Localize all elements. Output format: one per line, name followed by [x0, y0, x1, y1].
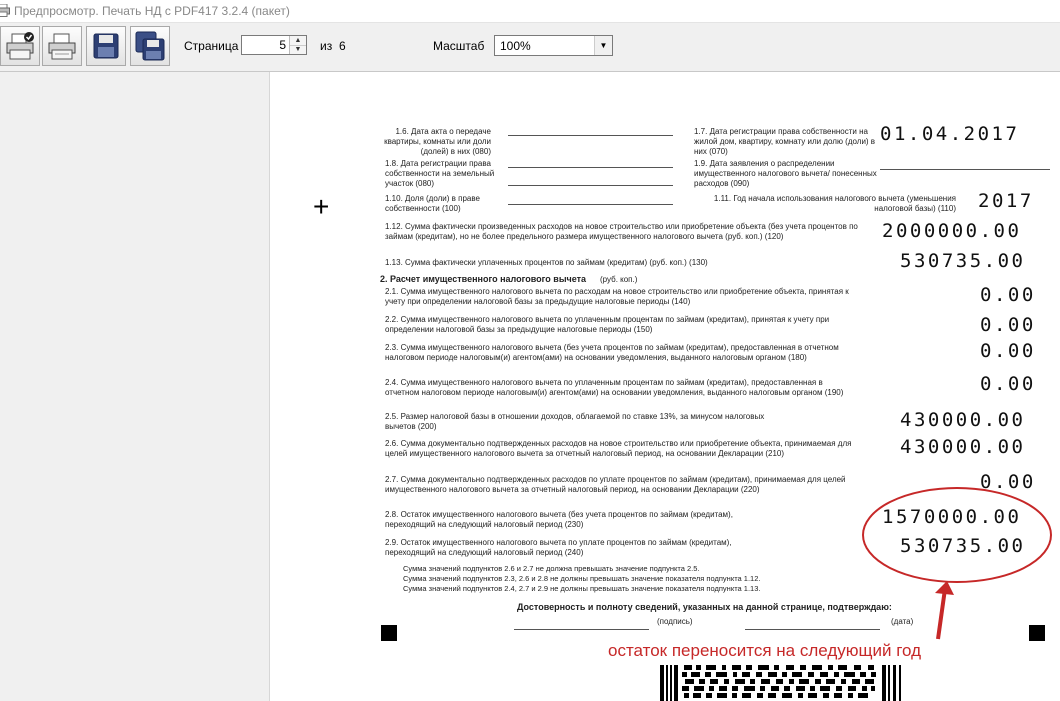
field-2-7-value: 0.00 [980, 471, 1036, 493]
page-stepper-arrows [289, 36, 306, 54]
zoom-label: Масштаб [433, 39, 485, 53]
field-1-9-line [508, 185, 673, 186]
field-1-12-label: 1.12. Сумма фактически произведенных расходов на новое строительство или приобретение объекта (без учета процентов по займам (кредитам), но не более предельного размера имущественного налогового вычета (руб. коп.) (120) [385, 222, 858, 241]
field-2-9-label: 2.9. Остаток имущественного налогового вычета по уплате процентов по займам (кредитам), переходящий на следующий налоговый период (240) [385, 538, 732, 557]
field-2-4-label: 2.4. Сумма имущественного налогового вычета по уплаченным процентам по займам (кредитам), предоставленная в отчетном налоговом периоде налоговым(и) агентом(ами) на основании уведомления, выданного налоговым органом (190) [385, 378, 844, 397]
field-2-8-value: 1570000.00 [882, 506, 1022, 528]
field-2-8-label: 2.8. Остаток имущественного налогового вычета (без учета процентов по займам (кредитам), переходящий на следующий налоговый период (230) [385, 510, 733, 529]
field-1-6-line [508, 135, 673, 136]
field-2-3-value: 0.00 [980, 340, 1036, 362]
decrement-page-button[interactable]: ▼ [294, 46, 302, 53]
field-2-7-label: 2.7. Сумма документально подтвержденных расходов по уплате процентов по займам (кредитам), принимаемая для целей имущественного налогового вычета за отчетный налоговый период, на основании Декларации (220) [385, 475, 846, 494]
zoom-select[interactable] [494, 35, 613, 56]
note-3: Сумма значений подпунктов 2.4, 2.7 и 2.9 не должны превышать значение показателя подпункта 1.13. [403, 584, 761, 593]
note-2: Сумма значений подпунктов 2.3, 2.6 и 2.8 не должны превышать значение показателя подпункта 1.12. [403, 574, 761, 583]
field-2-2-label: 2.2. Сумма имущественного налогового вычета по уплаченным процентам по займам (кредитам), принятая к учету при определении налоговой базы за предыдущие налоговые периоды (150) [385, 315, 830, 334]
field-2-1-value: 0.00 [980, 284, 1036, 306]
save-button[interactable] [86, 26, 126, 66]
annotation-ellipse [855, 483, 1060, 643]
increment-page-button[interactable]: ▲ [290, 36, 306, 46]
field-1-7-label: 1.7. Дата регистрации права собственности на жилой дом, квартиру, комнату или долю (доли) в них (070) [694, 127, 876, 156]
annotation-text: остаток переносится на следующий год [608, 641, 922, 660]
printer-icon [0, 4, 10, 17]
window-title: Предпросмотр. Печать НД с PDF417 3.2.4 (пакет) [14, 4, 290, 18]
field-2-2-value: 0.00 [980, 314, 1036, 336]
field-2-3-label: 2.3. Сумма имущественного налогового вычета (без учета процентов по займам (кредитам), предоставленная в отчетном налоговом периоде налоговым(и) агентом(ами) на основании уведомления, выданного налоговым органом (180) [385, 343, 839, 362]
page-number-stepper[interactable] [241, 35, 307, 55]
chevron-down-icon[interactable]: ▼ [594, 36, 612, 55]
field-1-8-line [508, 167, 673, 168]
field-2-9-value: 530735.00 [900, 535, 1026, 557]
date-label: (дата) [891, 617, 914, 626]
confirmation-text: Достоверность и полноту сведений, указанных на данной странице, подтверждаю: [517, 602, 892, 612]
field-2-4-value: 0.00 [980, 373, 1036, 395]
page-total: 6 [339, 39, 346, 53]
zoom-value: 100% [500, 39, 531, 53]
signature-line [514, 629, 649, 630]
print-button[interactable] [42, 26, 82, 66]
field-1-9-label: 1.9. Дата заявления о распределении имущественного налогового вычета/ понесенных расходов (090) [694, 159, 877, 188]
title-bar [0, 0, 1060, 23]
field-2-1-label: 2.1. Сумма имущественного налогового вычета по расходам на новое строительство или приобретение объекта, принятая к учету при определении налоговой базы за предыдущие налоговые периоды (140) [385, 287, 849, 306]
multiple-floppy-disks-icon [134, 30, 166, 62]
note-1: Сумма значений подпунктов 2.6 и 2.7 не должна превышать значение подпункта 2.5. [403, 564, 700, 573]
field-1-7-line [880, 169, 1050, 170]
save-all-button[interactable] [130, 26, 170, 66]
page-of-label: из [320, 39, 333, 53]
pdf417-barcode [660, 665, 906, 701]
crosshair-cursor-icon: + [313, 191, 330, 222]
field-2-6-value: 430000.00 [900, 436, 1026, 458]
floppy-disk-icon [90, 30, 122, 62]
field-2-6-label: 2.6. Сумма документально подтвержденных расходов на новое строительство или приобретение объекта, принимаемая для целей имущественного налогового вычета за отчетный налоговый период, на основании Декларации (210) [385, 439, 852, 458]
page-number-value: 5 [279, 38, 286, 52]
field-1-8-label: 1.8. Дата регистрации права собственности на земельный участок (080) [385, 159, 495, 188]
section-2-unit: (руб. коп.) [600, 275, 638, 284]
field-1-6-label: 1.6. Дата акта о передаче квартиры, комнаты или доли (долей) в них (080) [384, 127, 491, 156]
print-setup-icon [4, 30, 36, 62]
field-1-13-value: 530735.00 [900, 250, 1026, 272]
alignment-marker-left [381, 625, 397, 641]
section-2-heading: 2. Расчет имущественного налогового вычета [380, 274, 587, 284]
printer-icon [46, 30, 78, 62]
field-1-12-value: 2000000.00 [882, 220, 1022, 242]
field-1-10-label: 1.10. Доля (доли) в праве собственности (100) [385, 194, 480, 213]
field-2-5-label: 2.5. Размер налоговой базы в отношении доходов, облагаемой по ставке 13%, за минусом налоговых вычетов (200) [385, 412, 765, 431]
field-1-7-value: 01.04.2017 [880, 123, 1020, 145]
field-1-10-line [508, 204, 673, 205]
print-setup-button[interactable] [0, 26, 40, 66]
field-1-11-label: 1.11. Год начала использования налогового вычета (уменьшения налоговой базы) (110) [713, 194, 956, 213]
page-label: Страница [184, 39, 239, 53]
field-1-13-label: 1.13. Сумма фактически уплаченных процентов по займам (кредитам) (руб. коп.) (130) [385, 258, 708, 267]
field-2-5-value: 430000.00 [900, 409, 1026, 431]
field-1-11-value: 2017 [978, 190, 1034, 212]
signature-label: (подпись) [657, 617, 693, 626]
